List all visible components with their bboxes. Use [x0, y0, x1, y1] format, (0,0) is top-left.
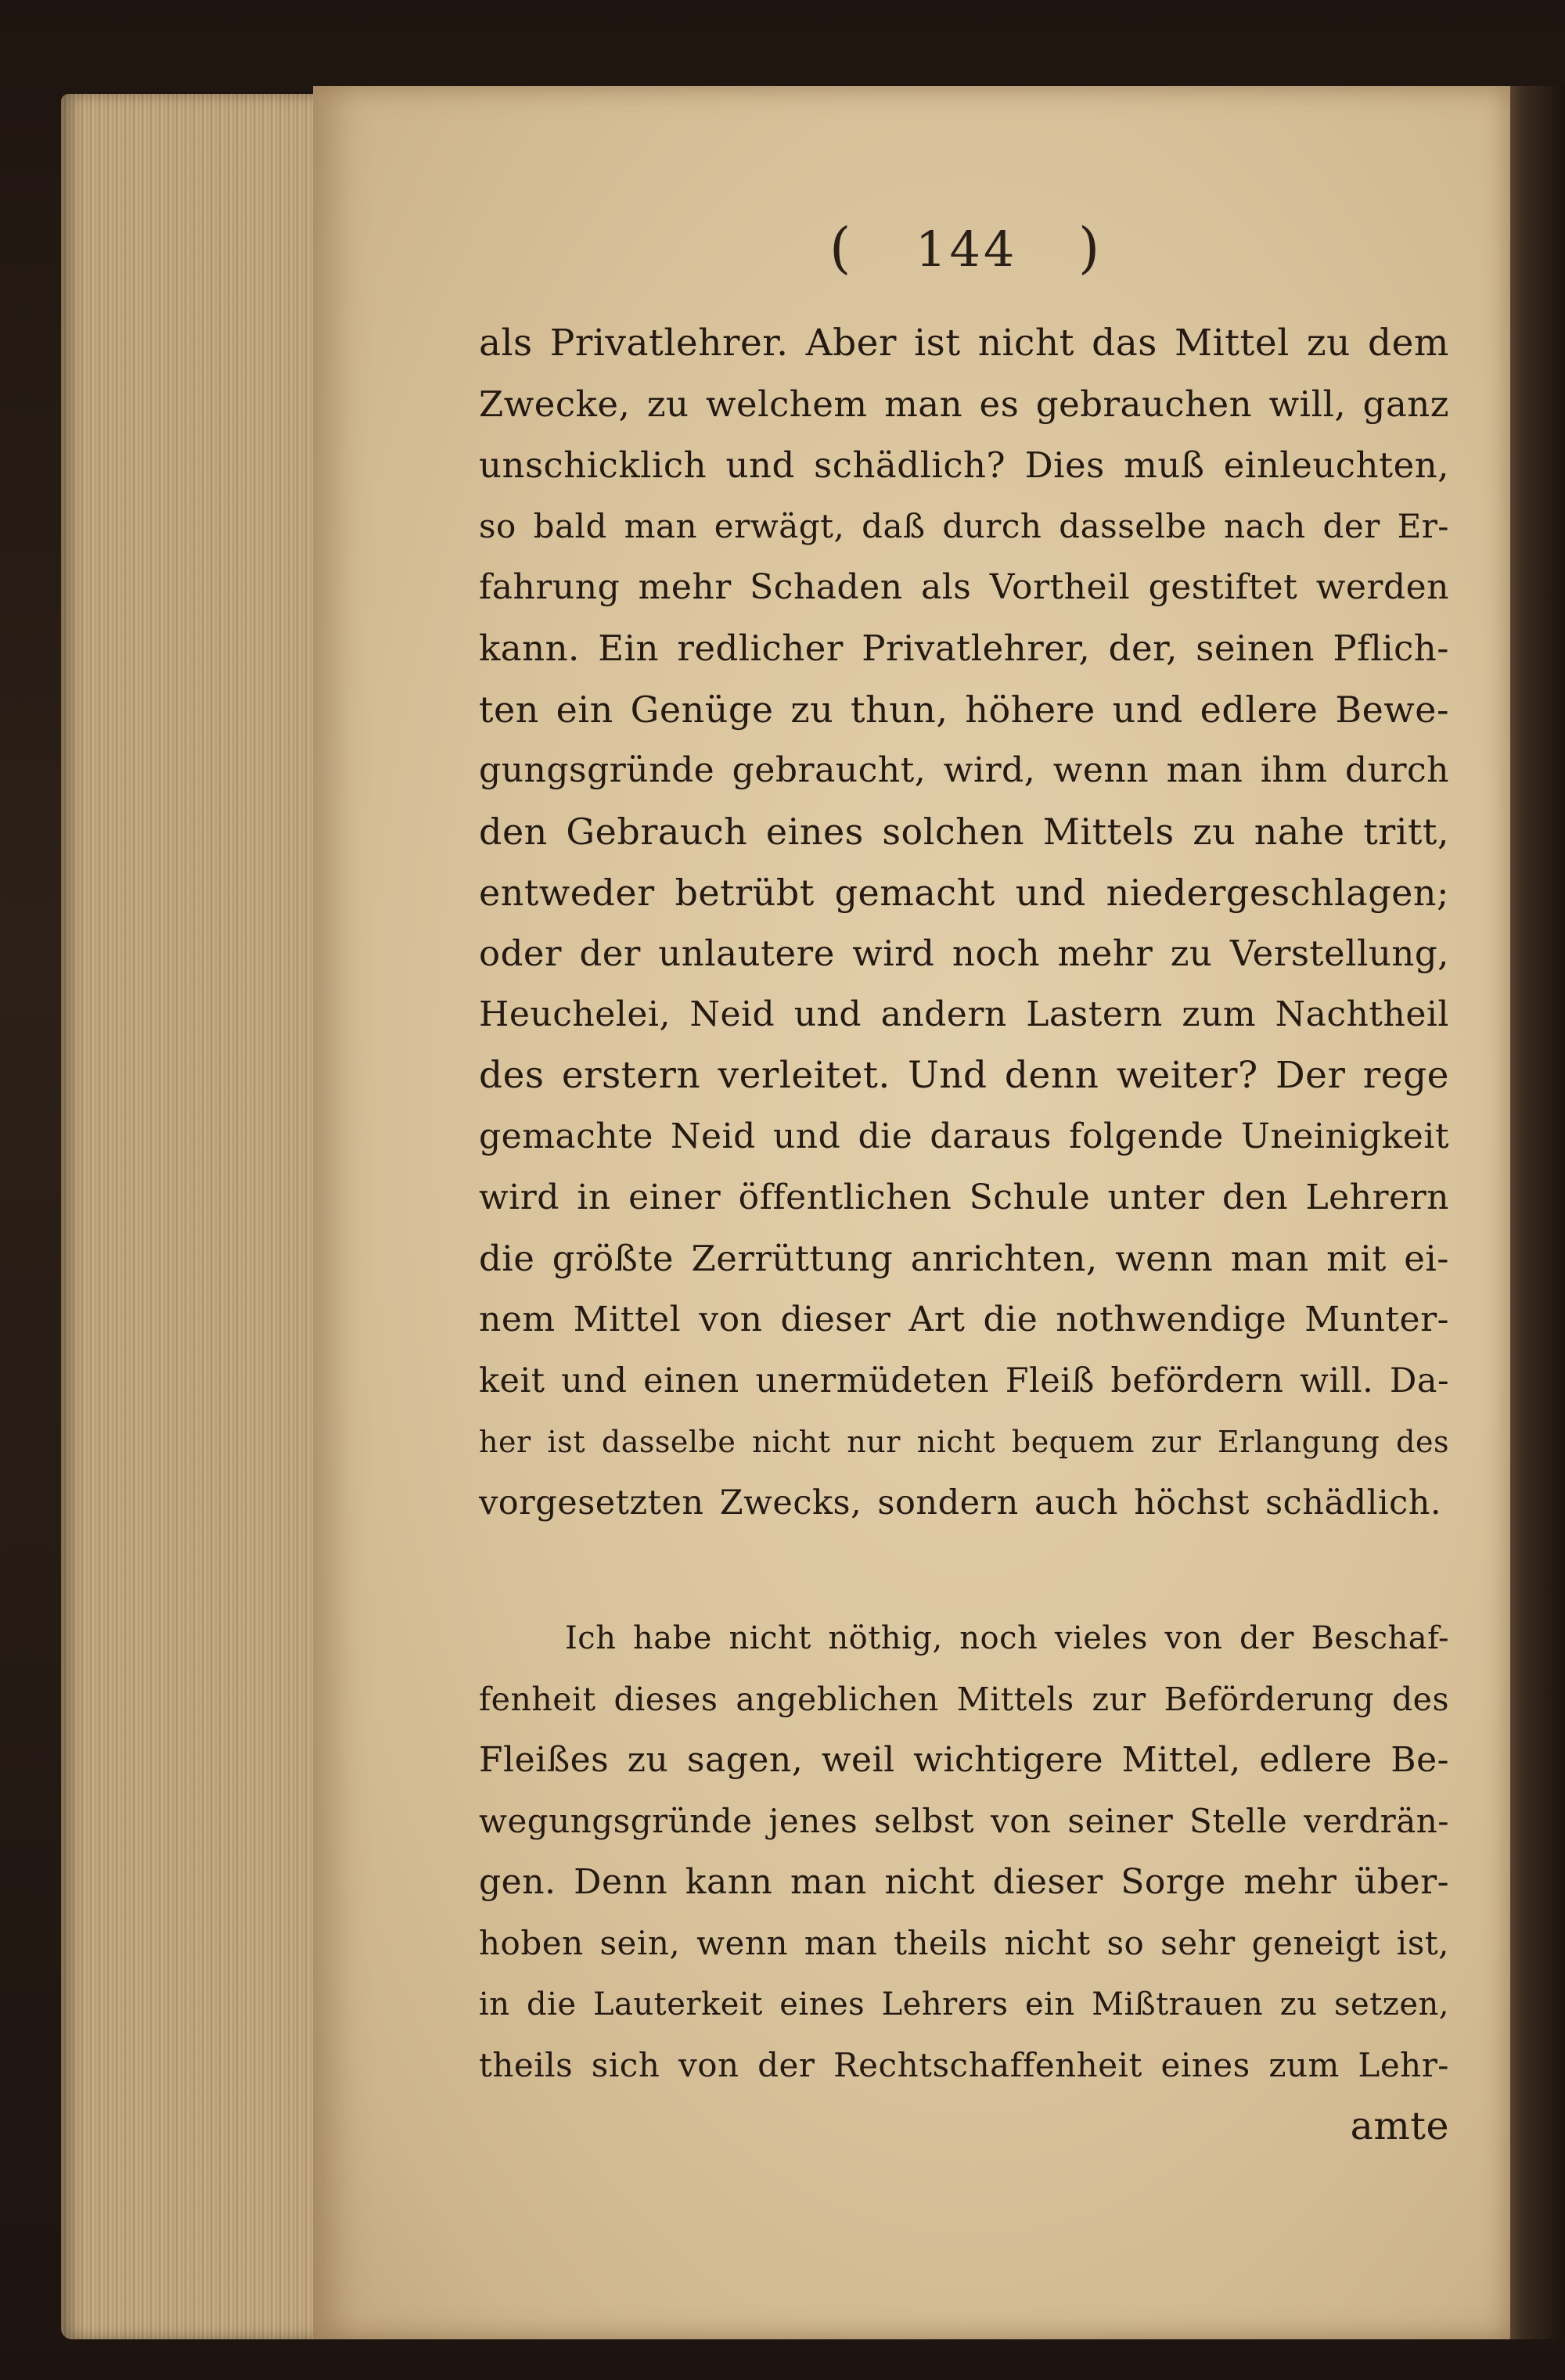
text-line: Zwecke, zu welchem man es gebrauchen will, ganz [479, 383, 1449, 425]
page-number: 144 [916, 221, 1018, 278]
text-line: wegungsgründe jenes selbst von seiner Stelle verdrän- [479, 1802, 1449, 1840]
text-line: Fleißes zu sagen, weil wichtigere Mittel, edlere Be- [479, 1740, 1449, 1780]
text-line: fenheit dieses angeblichen Mittels zur Beförderung des [479, 1681, 1449, 1718]
text-line: Ich habe nicht nöthig, noch vieles von der Beschaf- [565, 1620, 1449, 1656]
page-block-edge [61, 94, 331, 2339]
page-number-paren-right: ) [1078, 216, 1100, 280]
text-line: hoben sein, wenn man theils nicht so sehr geneigt ist, [479, 1924, 1449, 1962]
text-line: unschicklich und schädlich? Dies muß einleuchten, [479, 444, 1449, 486]
text-line: Heuchelei, Neid und andern Lastern zum Nachtheil [479, 994, 1449, 1034]
paragraph-1 [479, 313, 1449, 1533]
text-line: die größte Zerrüttung anrichten, wenn man mit ei- [479, 1238, 1449, 1279]
text-line: gen. Denn kann man nicht dieser Sorge mehr über- [479, 1862, 1449, 1902]
text-line: vorgesetzten Zwecks, sondern auch höchst schädlich. [479, 1483, 1442, 1523]
text-line: in die Lauterkeit eines Lehrers ein Mißtrauen zu setzen, [479, 1986, 1449, 2022]
text-line: so bald man erwägt, daß durch dasselbe nach der Er- [479, 507, 1449, 545]
text-line: den Gebrauch eines solchen Mittels zu nahe tritt, [479, 811, 1449, 853]
text-line: ten ein Genüge zu thun, höhere und edlere Bewe- [479, 688, 1449, 731]
book-cover-edge [1506, 86, 1565, 2339]
text-line: des erstern verleitet. Und denn weiter? Der rege [479, 1054, 1449, 1097]
text-line: kann. Ein redlicher Privatlehrer, der, seinen Pflich- [479, 627, 1449, 669]
text-line: als Privatlehrer. Aber ist nicht das Mittel zu dem [479, 322, 1449, 365]
text-line: fahrung mehr Schaden als Vortheil gestiftet werden [479, 567, 1449, 607]
text-line: oder der unlautere wird noch mehr zu Verstellung, [479, 933, 1449, 974]
catchword: amte [1350, 2104, 1449, 2148]
page-number-paren-left: ( [829, 216, 851, 280]
text-line: theils sich von der Rechtschaffenheit eines zum Lehr- [479, 2046, 1449, 2084]
text-line: her ist dasselbe nicht nur nicht bequem zur Erlangung des [479, 1425, 1449, 1459]
text-line: keit und einen unermüdeten Fleiß befördern will. Da- [479, 1361, 1449, 1400]
text-line: nem Mittel von dieser Art die nothwendige Munter- [479, 1300, 1449, 1339]
paragraph-2 [479, 1608, 1449, 2157]
text-line: gemachte Neid und die daraus folgende Uneinigkeit [479, 1116, 1449, 1156]
text-line: gungsgründe gebraucht, wird, wenn man ihm durch [479, 750, 1449, 790]
text-line: entweder betrübt gemacht und niedergeschlagen; [479, 872, 1449, 914]
text-line: wird in einer öffentlichen Schule unter den Lehrern [479, 1177, 1449, 1217]
